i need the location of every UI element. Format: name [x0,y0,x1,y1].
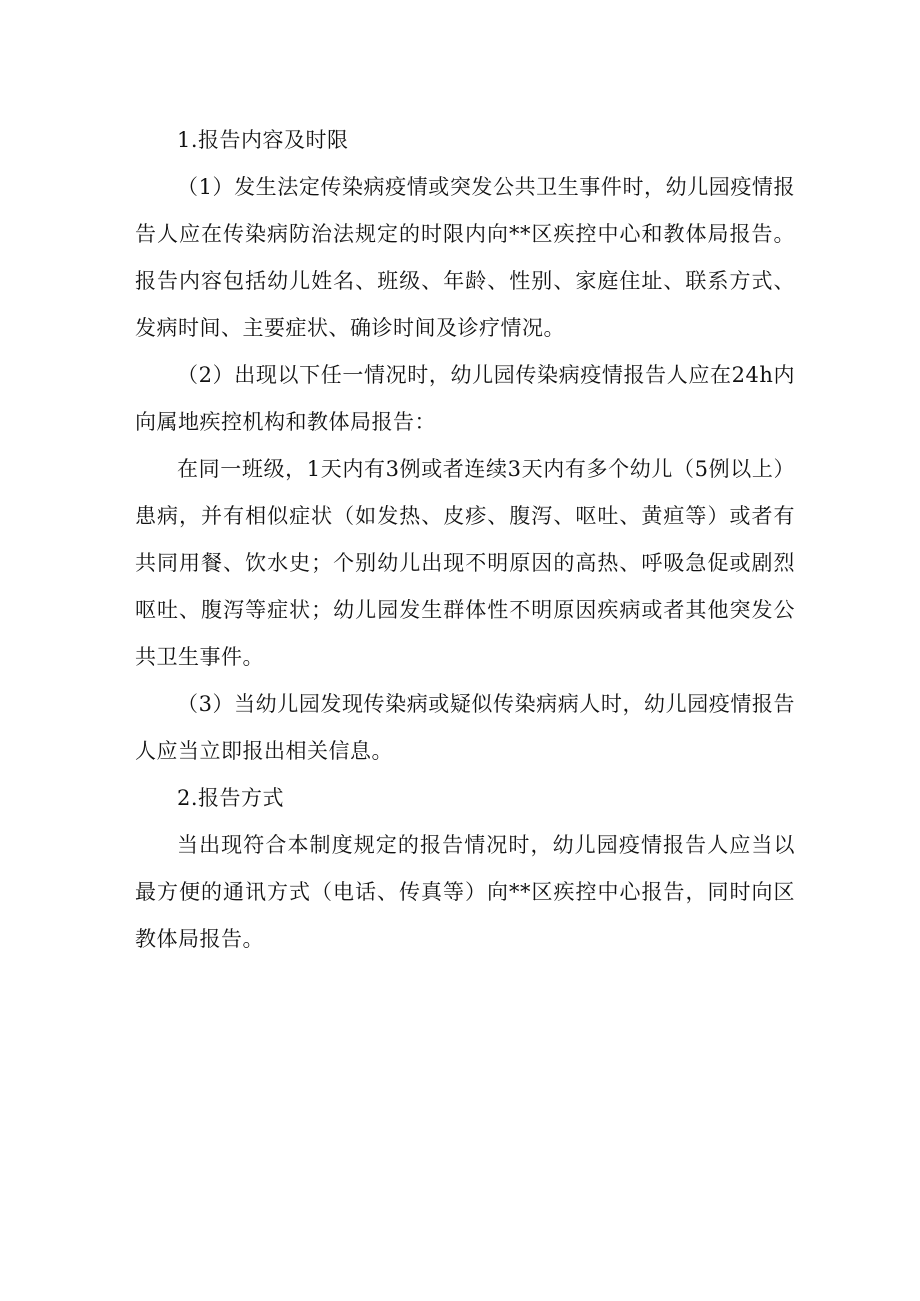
paragraph-2: （2）出现以下任一情况时，幼儿园传染病疫情报告人应在24h内向属地疾控机构和教体局报告： [135,363,795,434]
document-body [135,117,795,963]
paragraph-5: 当出现符合本制度规定的报告情况时，幼儿园疫情报告人应当以最方便的通讯方式（电话、传真等）向**区疾控中心报告，同时向区教体局报告。 [135,833,795,951]
paragraph-4: （3）当幼儿园发现传染病或疑似传染病病人时，幼儿园疫情报告人应当立即报出相关信息。 [135,692,795,763]
section-heading-2: 2.报告方式 [177,786,285,810]
section-heading-1: 1.报告内容及时限 [177,128,349,152]
paragraph-3: 在同一班级，1天内有3例或者连续3天内有多个幼儿（5例以上）患病，并有相似症状（如发热、皮疹、腹泻、呕吐、黄疸等）或者有共同用餐、饮水史；个别幼儿出现不明原因的高热、呼吸急促或剧烈呕吐、腹泻等症状；幼儿园发生群体性不明原因疾病或者其他突发公共卫生事件。 [135,457,795,669]
paragraph-1: （1）发生法定传染病疫情或突发公共卫生事件时，幼儿园疫情报告人应在传染病防治法规定的时限内向**区疾控中心和教体局报告。报告内容包括幼儿姓名、班级、年龄、性别、家庭住址、联系方式、发病时间、主要症状、确诊时间及诊疗情况。 [135,175,795,340]
